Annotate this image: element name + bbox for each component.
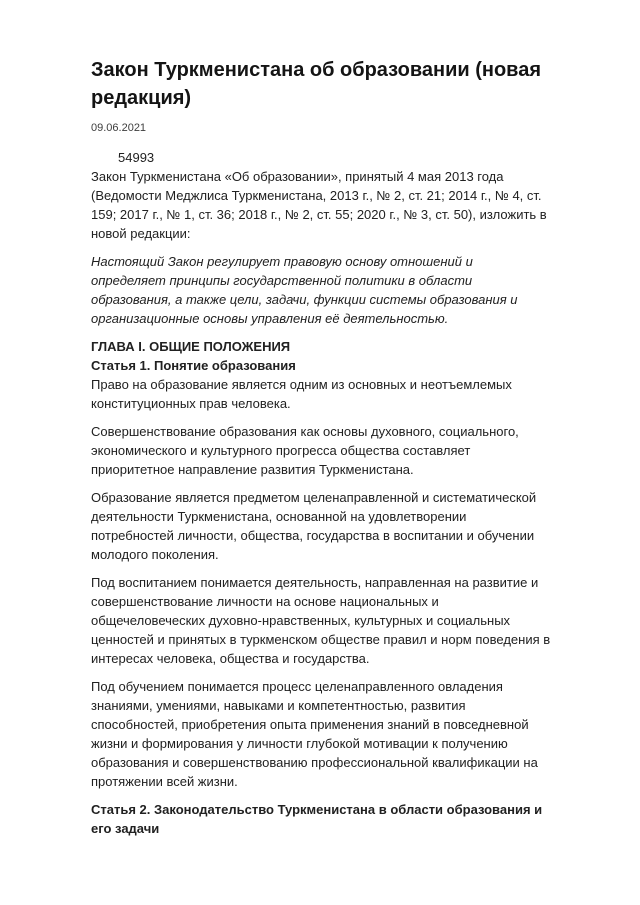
article-1-paragraph: Совершенствование образования как основы духовного, социального, экономического и культурного прогресса общества составляет приоритетное направление развития Туркменистана. (91, 424, 519, 477)
article-1-heading: Статья 1. Понятие образования (91, 358, 296, 373)
page-title: Закон Туркменистана об образовании (новая редакция) (91, 59, 541, 109)
article-1-paragraph: Под обучением понимается процесс целенаправленного овладения знаниями, умениями, навыками и компетентностью, развития способностей, приобретения опыта применения знаний в повседневной жизни и формирования у личности глубокой мотивации к получению образования и совершенствованию профессиональной квалификации на протяжении всей жизни. (91, 679, 538, 789)
document-number: 54993 (118, 150, 155, 165)
preamble-paragraph: Настоящий Закон регулирует правовую основу отношений и определяет принципы государственной политики в области образования, а также цели, задачи, функции системы образования и организационные основы управления её деятельностью. (91, 254, 518, 326)
article-1-paragraph: Право на образование является одним из основных и неотъемлемых конституционных прав человека. (91, 377, 512, 411)
article-1-paragraph: Образование является предметом целенаправленной и систематической деятельности Туркменистана, основанной на удовлетворении потребностей личности, общества, государства в воспитании и обучении молодого поколения. (91, 490, 537, 562)
article-1-paragraph: Под воспитанием понимается деятельность, направленная на развитие и совершенствование личности на основе национальных и общечеловеческих духовно-нравственных, культурных и социальных ценностей и принятых в туркменском обществе правил и норм поведения в интересах человека, общества и государства. (91, 575, 551, 666)
intro-paragraph: Закон Туркменистана «Об образовании», принятый 4 мая 2013 года (Ведомости Меджлиса Туркменистана, 2013 г., № 2, ст. 21; 2014 г., № 4, ст. 159; 2017 г., № 1, ст. 36; 2018 г., № 2, ст. 55; 2020 г., № 3, ст. 50), изложить в новой редакции: (91, 169, 547, 241)
chapter-1-heading: ГЛАВА I. ОБЩИЕ ПОЛОЖЕНИЯ (91, 339, 291, 354)
article-2-heading: Статья 2. Законодательство Туркменистана в области образования и его задачи (91, 802, 543, 836)
publish-date: 09.06.2021 (91, 122, 147, 134)
